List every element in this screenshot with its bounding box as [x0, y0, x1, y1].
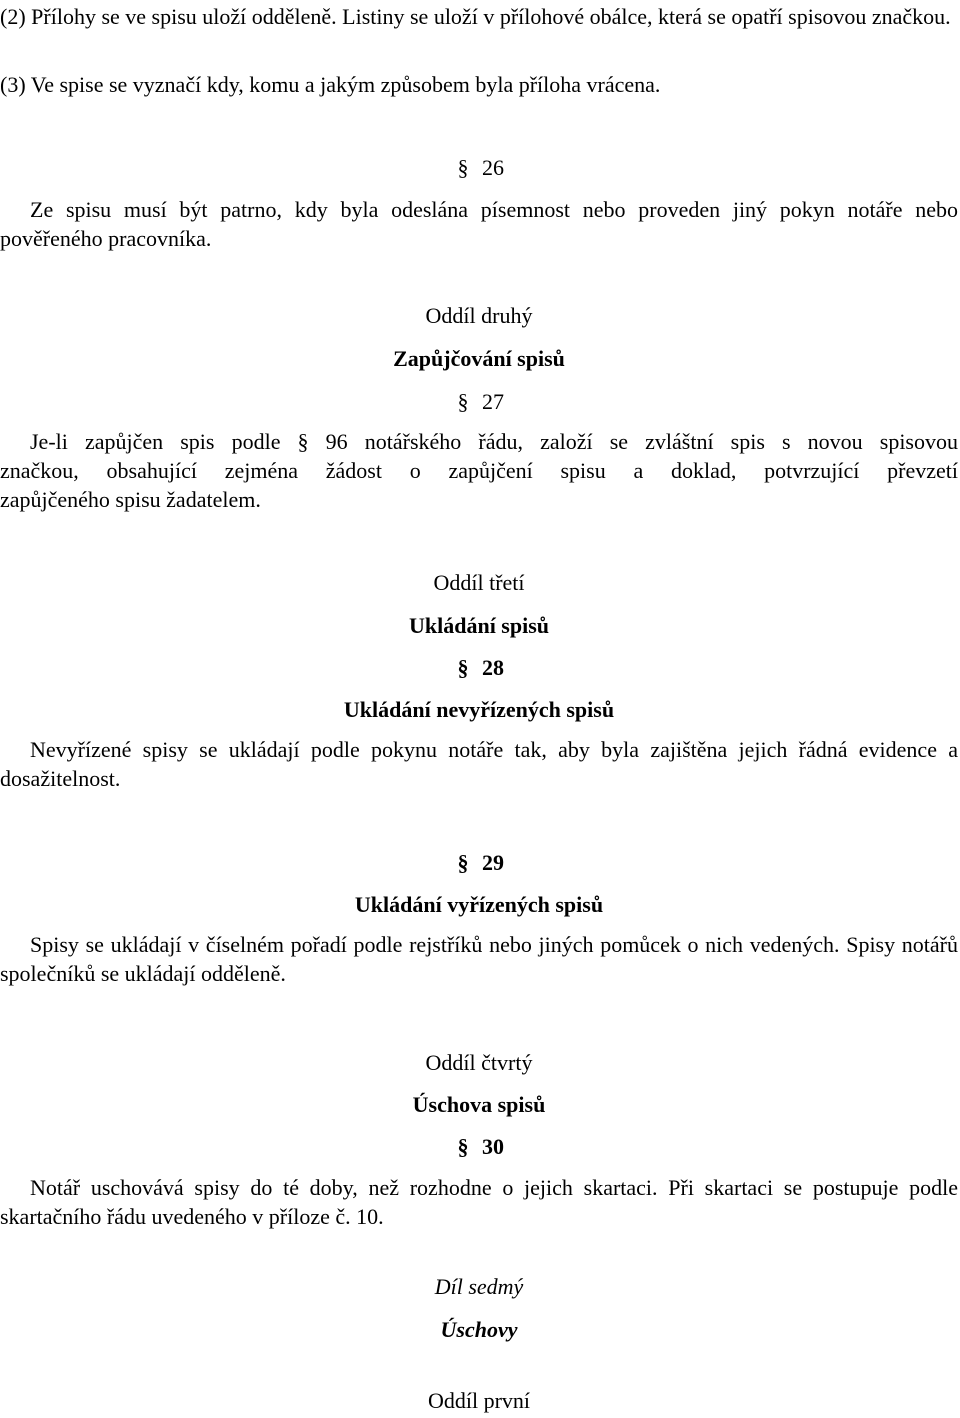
paragraph-26: Ze spisu musí být patrno, kdy byla odeslána písemnost nebo proveden jiný pokyn notáře nebo pověřeného pracovníka. — [0, 197, 958, 251]
section-sign: § — [457, 850, 469, 875]
section-sign: § — [457, 655, 469, 680]
section-sign: § — [457, 1134, 469, 1159]
heading-oddil-ctvrty: Oddíl čtvrtý — [425, 1050, 533, 1075]
heading-ukladani-spisu: Ukládání spisů — [408, 613, 550, 638]
section-29-heading — [0, 848, 958, 877]
heading-dil-sedmy: Díl sedmý — [434, 1274, 524, 1299]
section-number-27: 27 — [482, 389, 504, 414]
paragraph-27-line-2: značkou, obsahující zejména žádost o zapůjčení spisu a doklad, potvrzující převzetí — [0, 458, 958, 483]
paragraph-30: Notář uschovává spisy do té doby, než rozhodne o jejich skartaci. Při skartaci se postupuje podle skartačního řádu uvedeného v příloze č. 10. — [0, 1175, 958, 1229]
section-number-30: 30 — [482, 1134, 504, 1159]
paragraph-annex-2: (2) Přílohy se ve spisu uloží odděleně. Listiny se uloží v přílohové obálce, která se opatří spisovou značkou. — [0, 4, 951, 29]
heading-oddil-treti: Oddíl třetí — [433, 570, 525, 595]
paragraph-29: Spisy se ukládají v číselném pořadí podle rejstříků nebo jiných pomůcek o nich vedených. Spisy notářů společníků se ukládají odděleně. — [0, 932, 958, 986]
heading-uschova-spisu: Úschova spisů — [412, 1092, 546, 1117]
paragraph-annex-3: (3) Ve spise se vyznačí kdy, komu a jakým způsobem byla příloha vrácena. — [0, 72, 661, 97]
heading-oddil-prvni: Oddíl první — [427, 1388, 531, 1413]
section-30-heading — [0, 1132, 958, 1161]
paragraph-27-line-3: zapůjčeného spisu žadatelem. — [0, 487, 261, 512]
paragraph-27-line-1: Je-li zapůjčen spis podle § 96 notářského řádu, založí se zvláštní spis s novou spisovou — [30, 429, 958, 454]
section-28-heading — [0, 653, 958, 682]
section-number-29: 29 — [482, 850, 504, 875]
heading-oddil-druhy: Oddíl druhý — [425, 303, 533, 328]
paragraph-28: Nevyřízené spisy se ukládají podle pokynu notáře tak, aby byla zajištěna jejich řádná evidence a dosažitelnost. — [0, 737, 958, 791]
heading-zapujcovani-spisu: Zapůjčování spisů — [393, 346, 565, 371]
heading-uschovy: Úschovy — [440, 1317, 518, 1342]
section-number-28: 28 — [482, 655, 504, 680]
section-26-heading — [0, 153, 958, 182]
section-number-26: 26 — [482, 155, 504, 180]
section-sign: § — [457, 389, 469, 414]
section-27-heading — [0, 387, 958, 416]
heading-ukladani-vyrizenych: Ukládání vyřízených spisů — [354, 892, 604, 917]
heading-ukladani-nevyrizenych: Ukládání nevyřízených spisů — [343, 697, 615, 722]
section-sign: § — [457, 155, 469, 180]
